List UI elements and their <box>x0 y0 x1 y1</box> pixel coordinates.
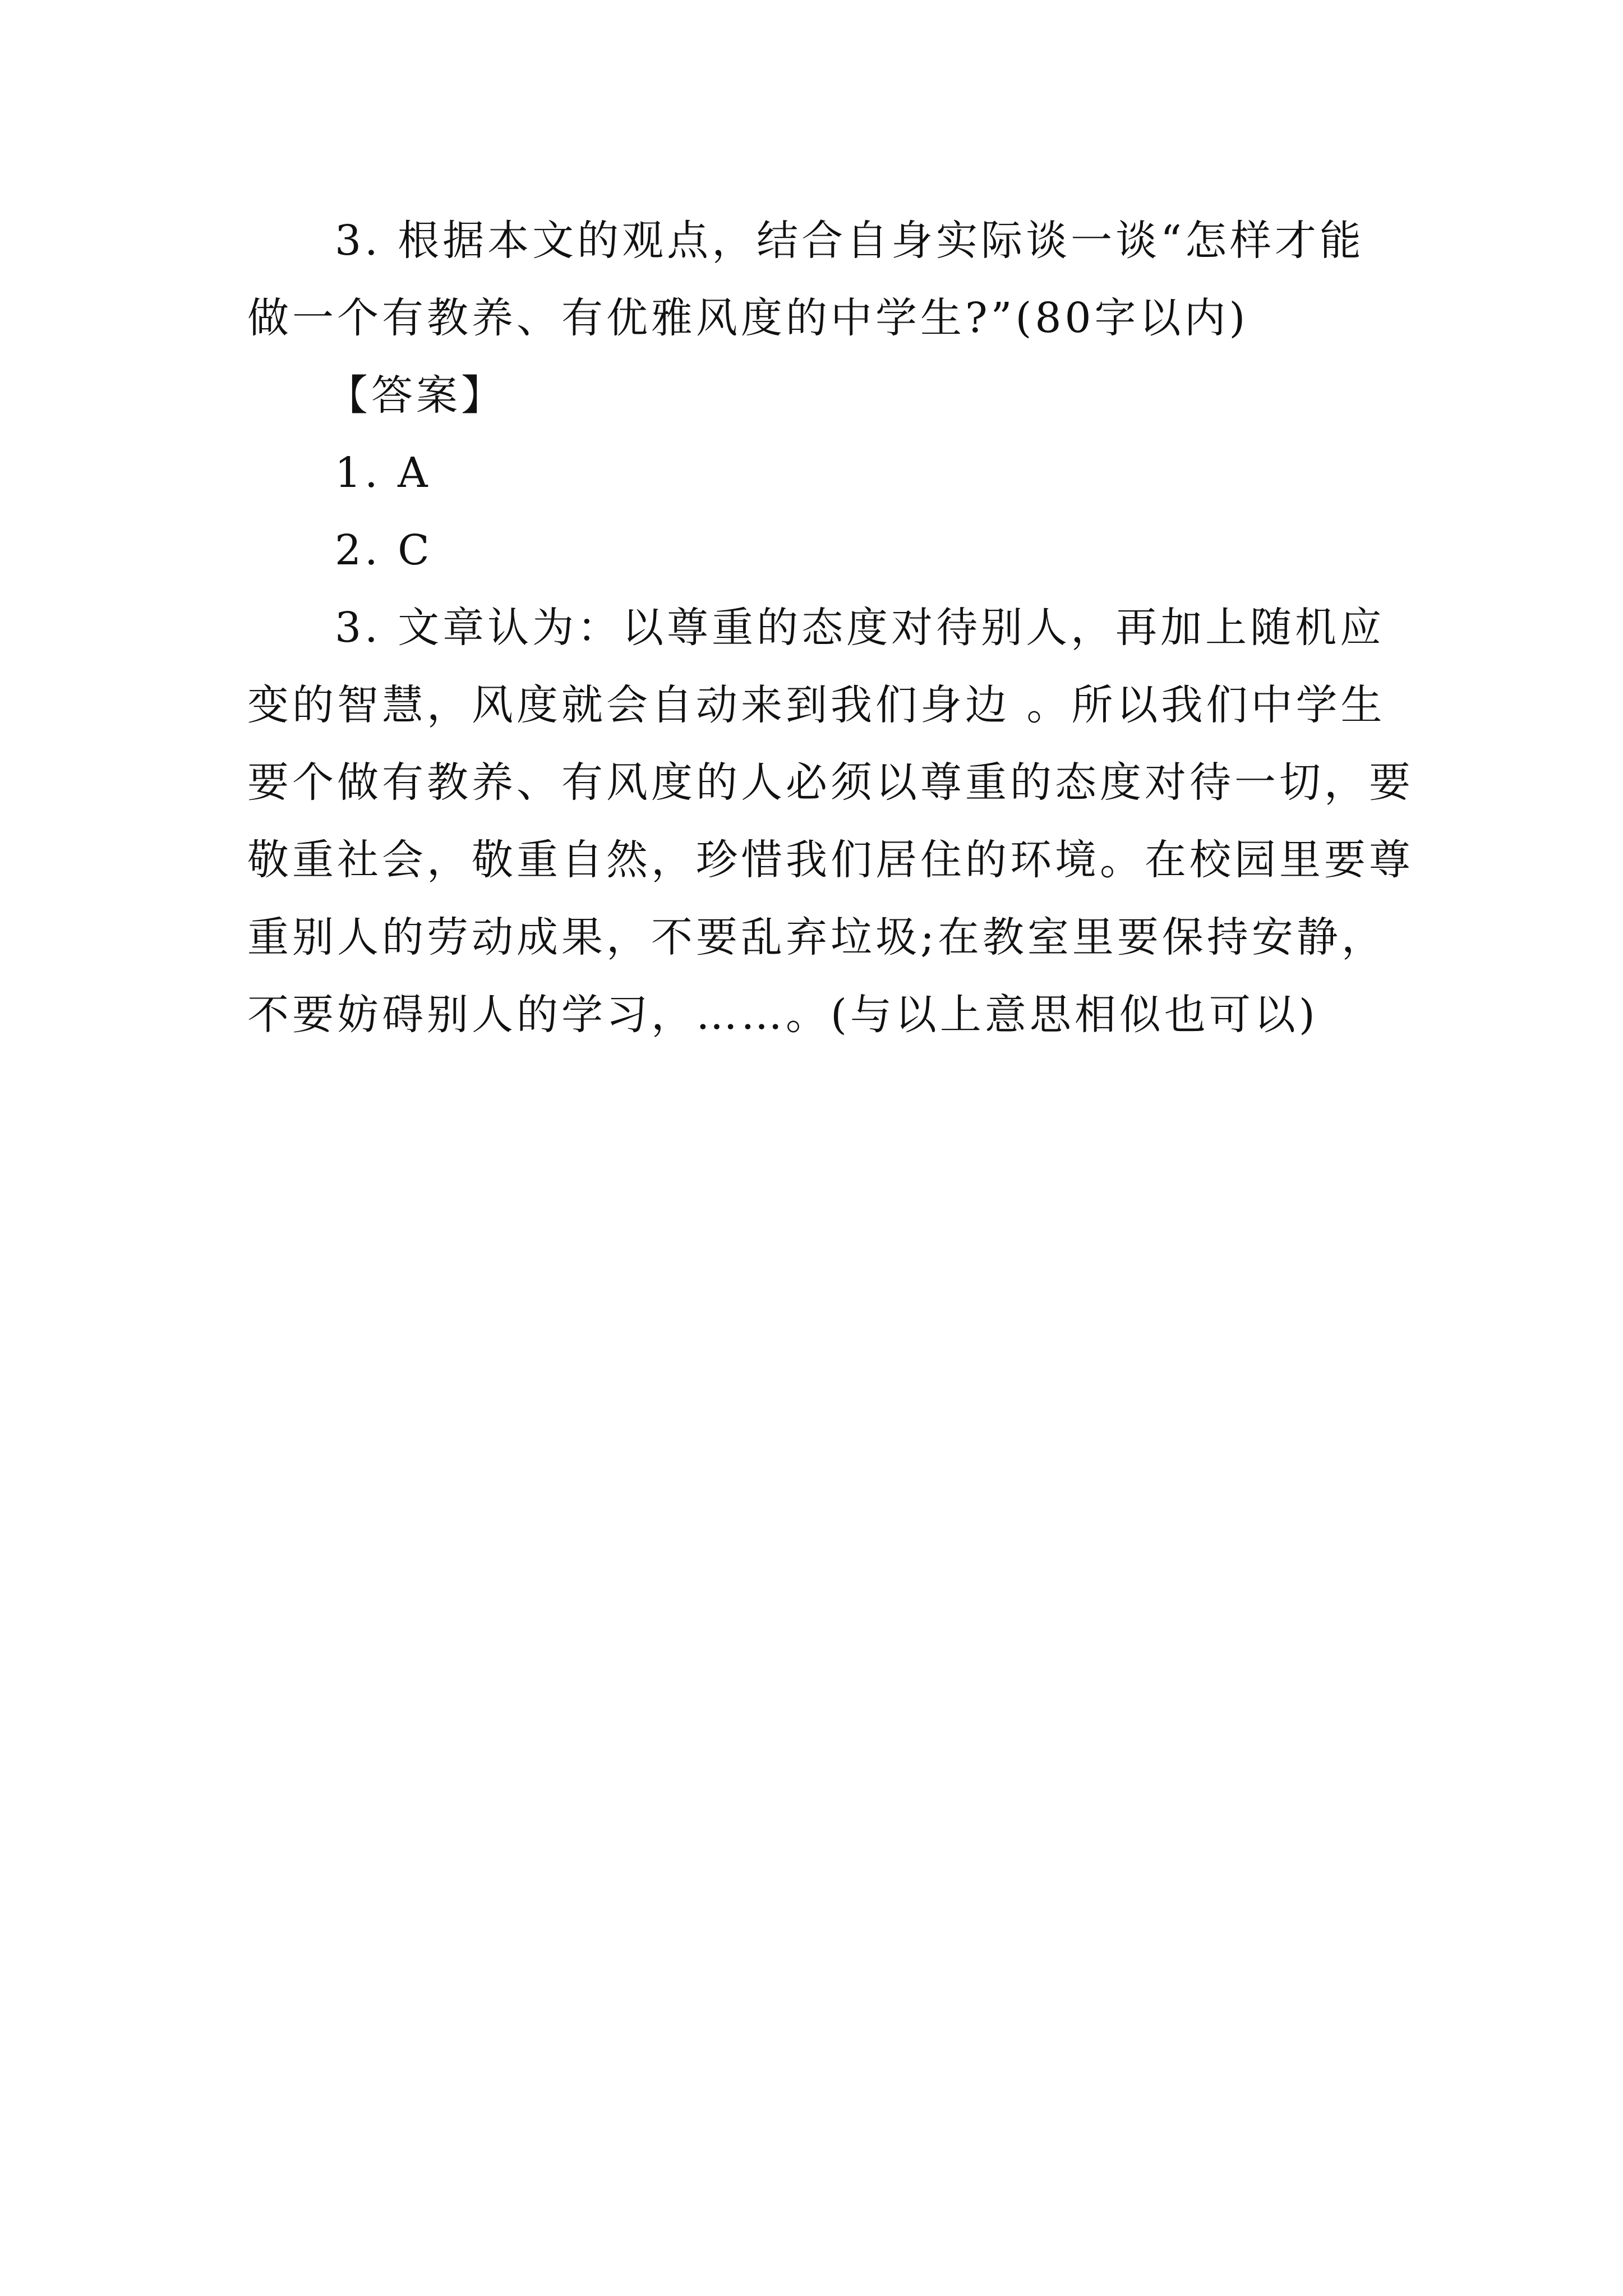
answer-2: 2. C <box>335 526 433 574</box>
answer-3-line-3: 要个做有教养、有风度的人必须以尊重的态度对待一切，要 <box>247 758 1414 807</box>
answer-3-line-1: 3. 文章认为：以尊重的态度对待别人，再加上随机应 <box>335 604 1385 652</box>
question-3-line-1: 3. 根据本文的观点，结合自身实际谈一谈“怎样才能 <box>335 217 1364 265</box>
answer-3-line-2: 变的智慧，风度就会自动来到我们身边 。所以我们中学生 <box>247 681 1386 729</box>
answer-3-line-6: 不要妨碍别人的学习，……。(与以上意思相似也可以) <box>247 991 1318 1039</box>
answer-3-line-5: 重别人的劳动成果，不要乱弃垃圾;在教室里要保持安静， <box>247 913 1386 961</box>
answer-1: 1. A <box>335 449 431 497</box>
answer-heading: 【答案】 <box>326 371 506 420</box>
answer-3-line-4: 敬重社会，敬重自然，珍惜我们居住的环境。在校园里要尊 <box>247 836 1414 884</box>
page-content <box>247 202 1414 1053</box>
question-3-line-2: 做一个有教养、有优雅风度的中学生?”(80字以内) <box>247 294 1249 342</box>
